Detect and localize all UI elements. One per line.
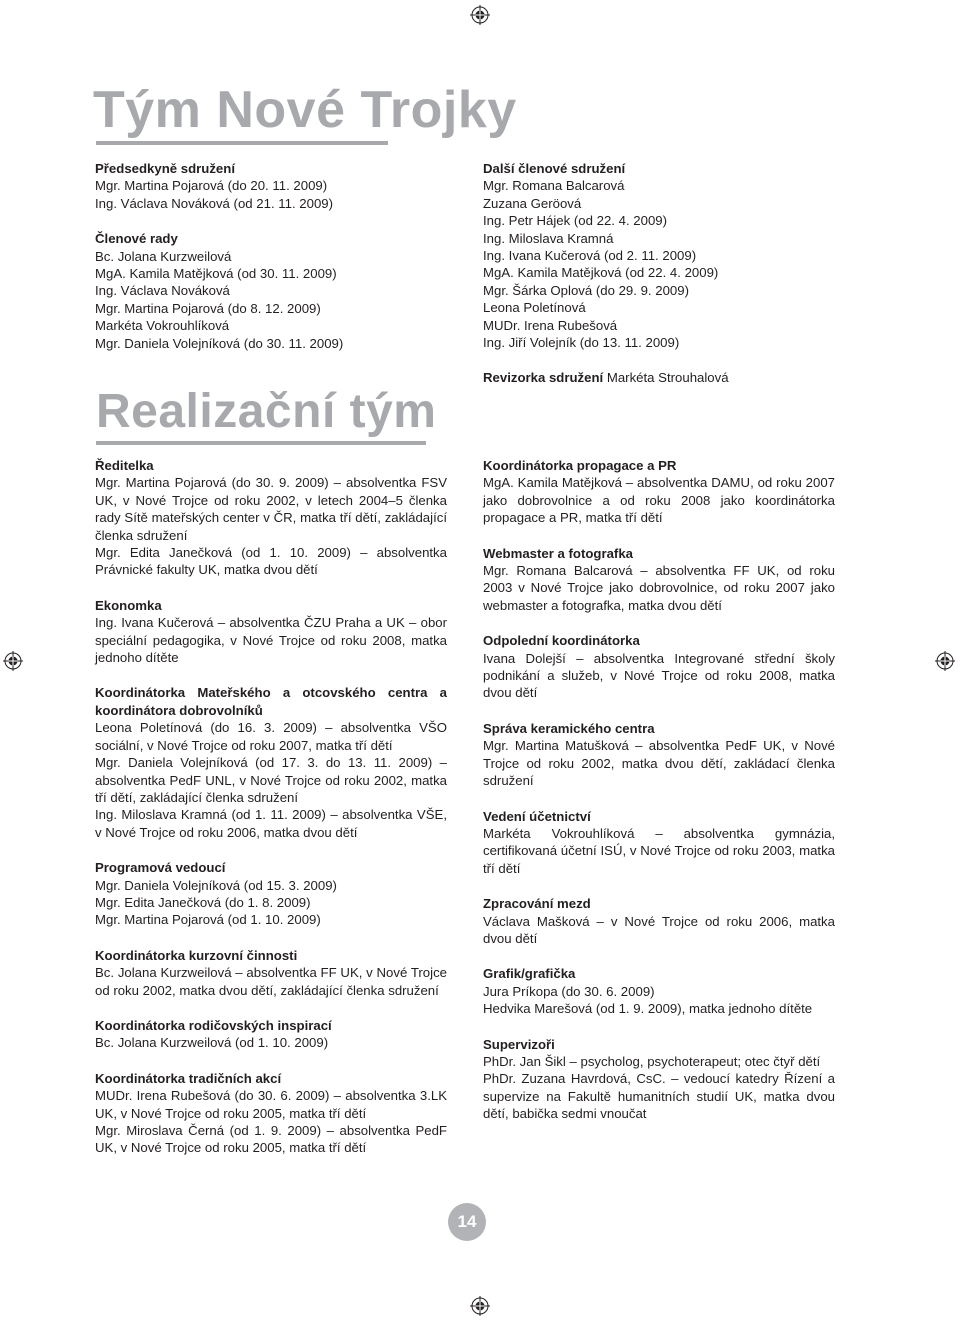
registration-mark-icon — [935, 651, 955, 671]
text-paragraph: Mgr. Martina Pojarová (od 1. 10. 2009) — [95, 912, 321, 928]
section-heading: Odpolední koordinátorka — [483, 633, 640, 649]
text-line: Mgr. Šárka Oplová (do 29. 9. 2009) — [483, 282, 689, 298]
text-paragraph: Mgr. Edita Janečková (od 1. 10. 2009) – absolventka Právnické fakulty UK, matka dvou dětí — [95, 545, 447, 578]
section-board-members — [95, 230, 447, 352]
text-paragraph: MgA. Kamila Matějková – absolventka DAMU, od roku 2007 jako dobrovolnice a od roku 2008 jako koordinátorka propagace a PR, matka tří dětí — [483, 475, 835, 526]
text-line: Zuzana Geröová — [483, 195, 582, 211]
section-supervisors — [483, 1036, 835, 1123]
text-paragraph: Ing. Ivana Kučerová – absolventka ČZU Praha a UK – obor speciální pedagogika, v Nové Trojce od roku 2008, matka jednoho dítěte — [95, 615, 447, 666]
section-heading: Správa keramického centra — [483, 720, 655, 736]
text-paragraph: Leona Poletínová (do 16. 3. 2009) – absolventka VŠO sociální, v Nové Trojce od roku 2007, matka tří dětí — [95, 720, 447, 753]
text-line: Mgr. Romana Balcarová — [483, 178, 625, 194]
section-webmaster — [483, 545, 835, 615]
section-heading: Webmaster a fotografka — [483, 545, 633, 561]
section-heading: Ředitelka — [95, 458, 154, 473]
section-heading: Další členové sdružení — [483, 161, 626, 176]
section-payroll — [483, 895, 835, 947]
text-paragraph: PhDr. Jan Šikl – psycholog, psychoterapeut; otec čtyř dětí — [483, 1053, 821, 1069]
board-column — [95, 160, 447, 352]
text-paragraph: Hedvika Marešová (od 1. 9. 2009), matka jednoho dítěte — [483, 1001, 813, 1017]
section-heading: Zpracování mezd — [483, 896, 591, 912]
text-paragraph: Ing. Miloslava Kramná (od 1. 11. 2009) – absolventka VŠE, v Nové Trojce od roku 2006, matka dvou dětí — [95, 807, 447, 840]
section-heading: Vedení účetnictví — [483, 808, 591, 824]
registration-mark-icon — [470, 1296, 490, 1316]
section-courses-coordinator — [95, 947, 447, 999]
section-heading: Ekonomka — [95, 597, 162, 613]
section-heading: Supervizoři — [483, 1036, 555, 1052]
text-line: Ing. Jiří Volejník (do 13. 11. 2009) — [483, 335, 680, 351]
text-line: Ing. Ivana Kučerová (od 2. 11. 2009) — [483, 248, 697, 264]
section-heading: Předsedkyně sdružení — [95, 161, 235, 176]
auditor-name: Markéta Strouhalová — [603, 370, 729, 386]
section-center-coordinator — [95, 684, 447, 841]
section-economist — [95, 597, 447, 667]
text-line: Mgr. Martina Pojarová (do 8. 12. 2009) — [95, 300, 321, 316]
auditor-line — [483, 369, 835, 386]
text-paragraph: Bc. Jolana Kurzweilová (od 1. 10. 2009) — [95, 1035, 329, 1051]
text-paragraph: Mgr. Edita Janečková (do 1. 8. 2009) — [95, 894, 311, 910]
section-director — [95, 457, 447, 579]
page-number: 14 — [448, 1203, 486, 1241]
registration-mark-icon — [3, 651, 23, 671]
text-paragraph: Mgr. Martina Matušková – absolventka PedF UK, v Nové Trojce od roku 2002, matka dvou dětí, zakládací členka sdružení — [483, 738, 835, 789]
text-line: Markéta Vokrouhlíková — [95, 318, 230, 334]
text-paragraph: Mgr. Martina Pojarová (do 30. 9. 2009) – absolventka FSV UK, v Nové Trojce od roku 2002, v letech 2004–5 členka rady Sítě mateřských center v ČR, matka tří dětí, zakládající členka sdružení — [95, 475, 447, 543]
text-paragraph: Mgr. Daniela Volejníková (od 15. 3. 2009) — [95, 877, 337, 893]
text-paragraph: Jura Príkopa (do 30. 6. 2009) — [483, 983, 655, 999]
text-paragraph: PhDr. Zuzana Havrdová, CsC. – vedoucí katedry Řízení a supervize na Fakultě humanitních studií UK, matka dvou dětí, babička sedmi vnoučat — [483, 1071, 835, 1122]
text-paragraph: Mgr. Daniela Volejníková (od 17. 3. do 13. 11. 2009) – absolventka PedF UNL, v Nové Trojce od roku 2002, matka tří dětí, zakládající členka sdružení — [95, 755, 447, 805]
text-line: Mgr. Daniela Volejníková (do 30. 11. 2009) — [95, 335, 344, 351]
section-other-members — [483, 160, 835, 351]
text-line: Ing. Václava Nováková — [95, 283, 230, 299]
section-pr-coordinator — [483, 457, 835, 527]
auditor-label: Revizorka sdružení — [483, 370, 604, 386]
staff-column-left — [95, 457, 447, 1157]
section-accounting — [483, 808, 835, 878]
section-afternoon-coordinator — [483, 632, 835, 702]
title-underline — [96, 141, 388, 145]
title-underline — [96, 441, 426, 445]
text-paragraph: Mgr. Miroslava Černá (od 1. 9. 2009) – absolventka PedF UK, v Nové Trojce od roku 2005, matka tří dětí — [95, 1123, 447, 1156]
text-line: Ing. Miloslava Kramná — [483, 230, 614, 246]
text-paragraph: Ivana Dolejší – absolventka Integrované střední školy podnikání a služeb, v Nové Trojce od roku 2008, matka dvou dětí — [483, 650, 835, 701]
text-line: Bc. Jolana Kurzweilová — [95, 248, 232, 264]
text-paragraph: Markéta Vokrouhlíková – absolventka gymnázia, certifikovaná účetní ISÚ, v Nové Trojce od roku 2003, matka tří dětí — [483, 825, 835, 876]
section-heading: Koordinátorka kurzovní činnosti — [95, 947, 298, 963]
text-paragraph: Václava Mašková – v Nové Trojce od roku 2006, matka dvou dětí — [483, 913, 835, 946]
text-line: MgA. Kamila Matějková (od 22. 4. 2009) — [483, 265, 719, 281]
section-heading: Členové rady — [95, 231, 178, 247]
section-title-realization: Realizační tým — [96, 385, 437, 438]
text-line: MUDr. Irena Rubešová — [483, 317, 618, 333]
section-events-coordinator — [95, 1070, 447, 1157]
section-chair — [95, 160, 447, 212]
section-parent-inspiration-coordinator — [95, 1017, 447, 1052]
page-title-team: Tým Nové Trojky — [93, 81, 517, 139]
staff-column-right — [483, 457, 835, 1123]
text-line: MgA. Kamila Matějková (od 30. 11. 2009) — [95, 266, 337, 282]
section-heading: Programová vedoucí — [95, 860, 226, 876]
text-line: Leona Poletínová — [483, 300, 586, 316]
members-column — [483, 160, 835, 387]
text-paragraph: Mgr. Romana Balcarová – absolventka FF UK, od roku 2003 v Nové Trojce jako dobrovolnice, od roku 2007 jako webmaster a fotografka, matka dvou dětí — [483, 563, 835, 613]
text-line: Ing. Petr Hájek (od 22. 4. 2009) — [483, 213, 668, 229]
section-heading: Koordinátorka propagace a PR — [483, 458, 677, 473]
section-ceramics — [483, 720, 835, 790]
section-graphics — [483, 965, 835, 1017]
text-line: Mgr. Martina Pojarová (do 20. 11. 2009) — [95, 178, 328, 194]
section-heading: Grafik/grafička — [483, 966, 576, 982]
text-line: Ing. Václava Nováková (od 21. 11. 2009) — [95, 195, 334, 211]
registration-mark-icon — [470, 5, 490, 25]
section-heading: Koordinátorka rodičovských inspirací — [95, 1017, 332, 1033]
text-paragraph: MUDr. Irena Rubešová (do 30. 6. 2009) – absolventka 3.LK UK, v Nové Trojce od roku 2005, matka tří dětí — [95, 1088, 447, 1121]
section-heading: Koordinátorka Mateřského a otcovského centra a koordinátora dobrovolníků — [95, 685, 447, 718]
section-heading: Koordinátorka tradičních akcí — [95, 1070, 282, 1086]
text-paragraph: Bc. Jolana Kurzweilová – absolventka FF UK, v Nové Trojce od roku 2002, matka dvou dětí, zakládající členka sdružení — [95, 965, 447, 998]
section-program-lead — [95, 859, 447, 929]
